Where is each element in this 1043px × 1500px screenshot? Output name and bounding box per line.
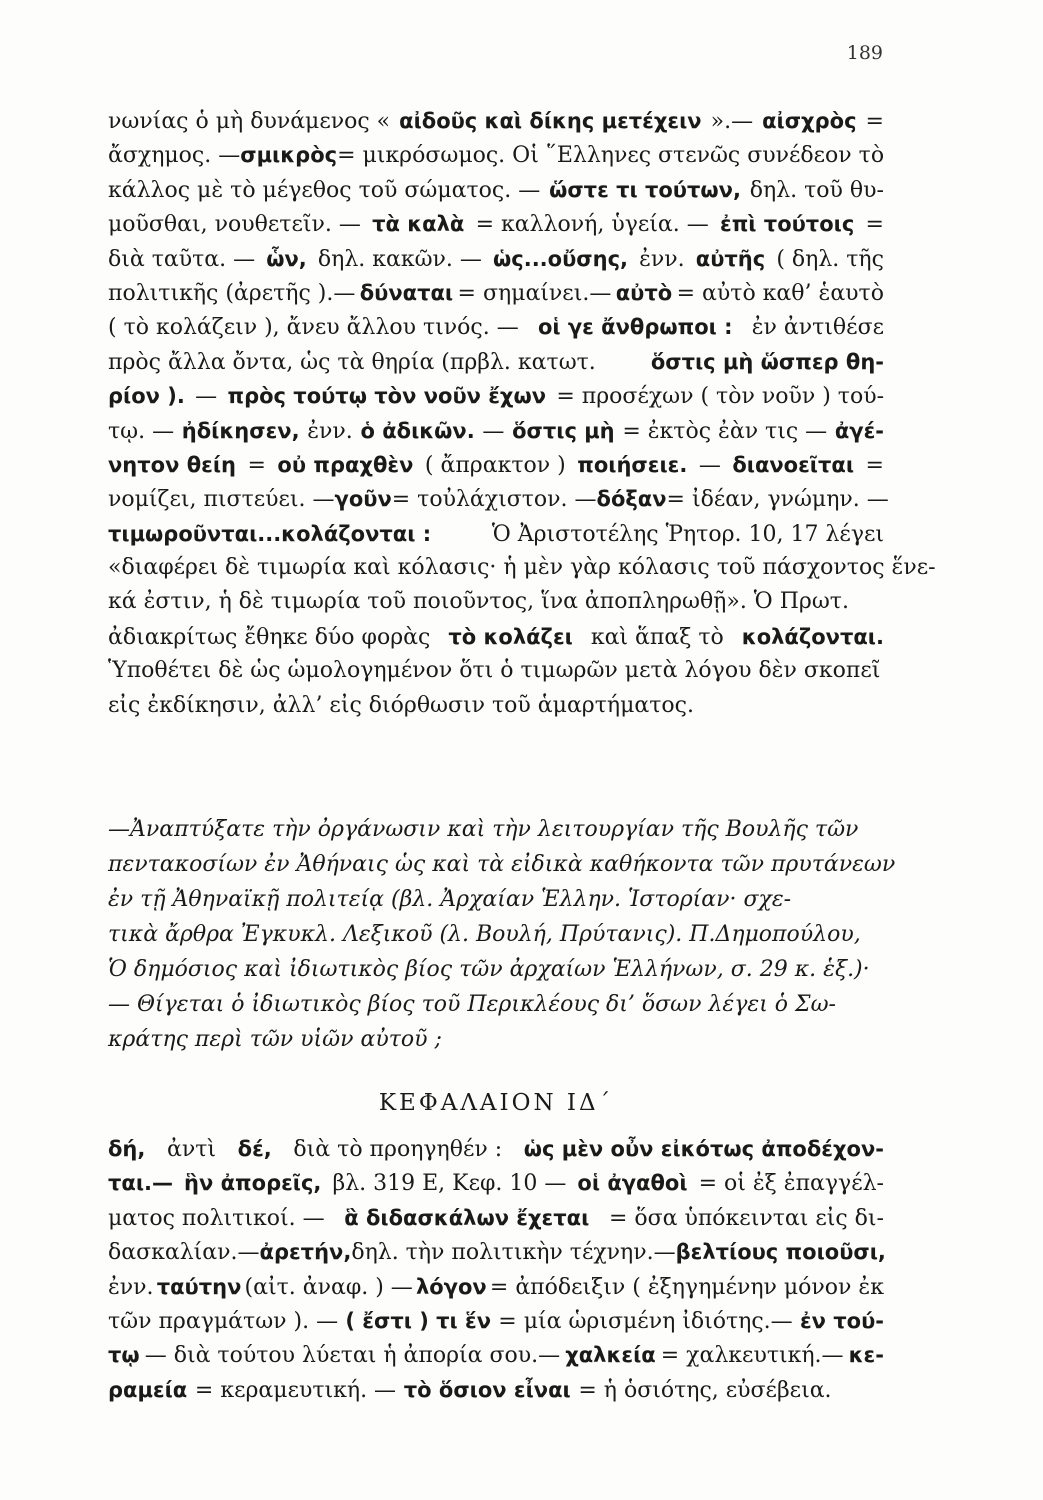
text-segment: δηλ. κακῶν. — bbox=[317, 246, 482, 272]
text-segment: = αὐτὸ καθ’ ἑαυτὸ bbox=[676, 280, 884, 306]
text-segment: πολιτικῆς (ἀρετῆς ).— bbox=[108, 280, 356, 306]
text-line bbox=[108, 517, 884, 551]
text-segment: — bbox=[195, 384, 218, 410]
text-line bbox=[108, 917, 884, 952]
text-line bbox=[108, 138, 884, 172]
commentary-paragraph bbox=[108, 104, 936, 723]
lemma: αἰδοῦς καὶ δίκης μετέχειν bbox=[399, 109, 702, 133]
lemma: ὡς...οὔσης, bbox=[493, 246, 629, 271]
chapter-heading: ΚΕΦΑΛΑΙΟΝ ΙΔ΄ bbox=[378, 1090, 614, 1116]
text-segment: ( ἄπρακτον ) bbox=[424, 452, 566, 478]
lemma: ταύτην bbox=[156, 1274, 242, 1299]
text-segment: ἐνν. bbox=[639, 246, 685, 272]
lemma: ὥστε τι τούτων, bbox=[549, 177, 741, 202]
text-line bbox=[108, 952, 884, 987]
text-segment: ( δηλ. τῆς bbox=[776, 246, 884, 272]
lemma: ἃ διδασκάλων ἔχεται bbox=[344, 1205, 590, 1230]
text-line bbox=[108, 551, 936, 585]
text-line bbox=[108, 1201, 884, 1235]
lemma: ρίον ). bbox=[108, 384, 185, 409]
lemma: σμικρὸς bbox=[240, 143, 338, 168]
lemma: γοῦν bbox=[334, 487, 392, 512]
text-segment: ( τὸ κολάζειν ), ἄνευ ἄλλου τινός. — bbox=[108, 315, 519, 341]
lemma: νητον θείη bbox=[108, 452, 236, 477]
text-segment: νομίζει, πιστεύει. — bbox=[108, 487, 335, 513]
text-segment: = ἀπόδειξιν ( ἐξηγημένην μόνον ἐκ bbox=[489, 1274, 884, 1300]
text-line bbox=[108, 276, 884, 310]
lemma: ἀρετήν, bbox=[259, 1240, 352, 1265]
text-line bbox=[108, 987, 884, 1022]
text-segment: διὰ ταῦτα. — bbox=[108, 246, 256, 272]
lemma: βελτίους ποιοῦσι, bbox=[675, 1240, 886, 1265]
text-segment: ἐνν. bbox=[307, 418, 353, 444]
text-line bbox=[108, 173, 884, 207]
text-line bbox=[108, 847, 896, 882]
text-segment: κάλλος μὲ τὸ μέγεθος τοῦ σώματος. — bbox=[108, 177, 541, 203]
lemma: ὡς μὲν οὖν εἰκότως ἀποδέχον- bbox=[523, 1137, 884, 1161]
lemma: ἐν τού- bbox=[799, 1308, 884, 1333]
text-line bbox=[108, 379, 884, 413]
text-segment: νωνίας ὁ μὴ δυνάμενος « bbox=[108, 109, 391, 134]
text-segment: ἐν τῇ Ἀθηναϊκῇ πολιτείᾳ (βλ. Ἀρχαίαν Ἑλλην. Ἱστορίαν· σχε- bbox=[108, 887, 792, 912]
text-line bbox=[108, 1132, 884, 1166]
text-line bbox=[108, 1166, 884, 1200]
text-segment: μοῦσθαι, νουθετεῖν. — bbox=[108, 212, 361, 238]
text-line bbox=[108, 1373, 884, 1407]
text-segment: δηλ. τοῦ θυ- bbox=[749, 177, 884, 203]
lemma: ὅστις μὴ ὥσπερ θη- bbox=[650, 349, 884, 374]
lemma: λόγον bbox=[415, 1274, 487, 1299]
lemma: αἰσχρὸς bbox=[762, 109, 857, 133]
text-segment: = ἡ ὁσιότης, εὐσέβεια. bbox=[578, 1377, 832, 1403]
text-line bbox=[108, 1235, 884, 1269]
text-line bbox=[108, 1304, 884, 1338]
text-segment: βλ. 319 Ε, Κεφ. 10 — bbox=[332, 1171, 567, 1197]
page-number: 189 bbox=[846, 42, 883, 64]
text-line bbox=[108, 882, 884, 917]
text-segment: κράτης περὶ τῶν υἱῶν αὐτοῦ ; bbox=[108, 1027, 442, 1052]
text-line bbox=[108, 654, 884, 688]
text-line bbox=[108, 310, 884, 344]
text-segment: καὶ ἅπαξ τὸ bbox=[590, 624, 724, 650]
text-segment: ἀντὶ bbox=[167, 1137, 217, 1162]
text-segment: Ὑποθέτει δὲ ὡς ὡμολογημένον ὅτι ὁ τιμωρῶν μετὰ λόγου δὲν σκοπεῖ bbox=[108, 658, 881, 684]
text-segment: διὰ τὸ προηγηθέν : bbox=[293, 1137, 503, 1162]
lemma: αὐτὸ bbox=[615, 280, 673, 305]
text-segment: ἐν ἀντιθέσε bbox=[751, 315, 884, 341]
text-segment: = ἰδέαν, γνώμην. — bbox=[666, 487, 889, 513]
text-line bbox=[108, 620, 884, 654]
text-segment: τῶν πραγμάτων ). — bbox=[108, 1308, 339, 1334]
text-segment: = χαλκευτική.— bbox=[660, 1343, 844, 1369]
text-segment: = καλλονή, ὑγεία. — bbox=[475, 212, 709, 238]
text-segment: = τοὐλάχιστον. — bbox=[391, 487, 597, 513]
text-segment: ἐνν. bbox=[108, 1274, 154, 1300]
lemma: ἐπὶ τούτοις bbox=[720, 212, 855, 237]
text-segment: = ἐκτὸς ἐὰν τις — bbox=[622, 418, 828, 444]
lemma: διανοεῖται bbox=[732, 452, 854, 477]
lemma: ὁ ἀδικῶν. bbox=[360, 418, 475, 443]
text-segment: «διαφέρει δὲ τιμωρία καὶ κόλασις· ἡ μὲν γὰρ κόλασις τοῦ πάσχοντος ἕνε- bbox=[108, 555, 936, 581]
text-segment: ».— bbox=[710, 109, 754, 134]
text-line bbox=[108, 345, 884, 379]
text-line bbox=[108, 812, 884, 847]
text-segment: πεντακοσίων ἐν Ἀθήναις ὡς καὶ τὰ εἰδικὰ καθήκοντα τῶν πρυτάνεων bbox=[108, 852, 896, 877]
lemma: χαλκεία bbox=[565, 1343, 656, 1368]
text-segment: ματος πολιτικοί. — bbox=[108, 1205, 325, 1231]
text-segment: —Ἀναπτύξατε τὴν ὀργάνωσιν καὶ τὴν λειτουργίαν τῆς Βουλῆς τῶν bbox=[108, 817, 859, 842]
lemma: ται.— bbox=[108, 1171, 173, 1196]
text-line bbox=[108, 1338, 884, 1372]
text-segment: = bbox=[247, 452, 266, 478]
lemma: κολάζονται. bbox=[741, 624, 884, 649]
text-segment: = bbox=[865, 452, 884, 478]
text-segment: = ὅσα ὑπόκεινται εἰς δι- bbox=[608, 1205, 884, 1231]
text-segment: — bbox=[698, 452, 721, 478]
lemma: ἀγέ- bbox=[834, 418, 884, 443]
lemma: ἠδίκησεν, bbox=[181, 418, 300, 443]
text-line bbox=[108, 414, 884, 448]
lemma: ὧν, bbox=[266, 246, 307, 271]
text-segment: δηλ. τὴν πολιτικὴν τέχνην.— bbox=[351, 1240, 676, 1266]
text-segment: — bbox=[482, 418, 505, 444]
text-line bbox=[108, 448, 884, 482]
lemma: οἱ γε ἄνθρωποι : bbox=[537, 315, 733, 340]
text-segment: τῳ. — bbox=[108, 418, 175, 444]
lemma: πρὸς τούτῳ τὸν νοῦν ἔχων bbox=[227, 384, 547, 409]
text-line bbox=[108, 585, 884, 619]
lemma: κε- bbox=[848, 1343, 884, 1368]
lemma: οἱ ἀγαθοὶ bbox=[577, 1171, 688, 1196]
text-segment: Ὁ Ἀριστοτέλης Ῥητορ. 10, 17 λέγει bbox=[491, 521, 884, 547]
lemma: τιμωροῦνται...κολάζονται : bbox=[108, 521, 432, 546]
chapter-notes-paragraph bbox=[108, 1132, 884, 1407]
questions-paragraph bbox=[108, 812, 896, 1057]
lemma: ( ἔστι ) τι ἕν bbox=[345, 1308, 492, 1333]
text-segment: = σημαίνει.— bbox=[457, 280, 612, 306]
text-segment: τικὰ ἄρθρα Ἐγκυκλ. Λεξικοῦ (λ. Βουλή, Πρύτανις). Π.Δημοπούλου, bbox=[108, 922, 861, 947]
text-segment: κά ἐστιν, ἡ δὲ τιμωρία τοῦ ποιοῦντος, ἵνα ἀποπληρωθῇ». Ὁ Πρωτ. bbox=[108, 589, 849, 615]
text-line bbox=[108, 207, 884, 241]
text-segment: = bbox=[865, 109, 884, 134]
text-segment: δασκαλίαν.— bbox=[108, 1240, 260, 1266]
text-segment: — Θίγεται ὁ ἰδιωτικὸς βίος τοῦ Περικλέους δι’ ὅσων λέγει ὁ Σω- bbox=[108, 992, 836, 1017]
text-line bbox=[108, 242, 884, 276]
text-segment: = κεραμευτική. — bbox=[194, 1377, 397, 1403]
lemma: τὸ ὅσιον εἶναι bbox=[403, 1377, 571, 1402]
text-segment: — διὰ τούτου λύεται ἡ ἀπορία σου.— bbox=[144, 1343, 561, 1369]
text-segment: ἀδιακρίτως ἔθηκε δύο φορὰς bbox=[108, 624, 431, 650]
text-segment: Ὁ δημόσιος καὶ ἰδιωτικὸς βίος τῶν ἀρχαίων Ἑλλήνων, σ. 29 κ. ἑξ.)· bbox=[108, 957, 870, 982]
text-segment: = μία ὡρισμένη ἰδιότης.— bbox=[498, 1308, 793, 1334]
text-segment: (αἰτ. ἀναφ. ) — bbox=[244, 1274, 413, 1300]
text-line bbox=[108, 104, 884, 138]
lemma: ὅστις μὴ bbox=[512, 418, 615, 443]
lemma: δέ, bbox=[237, 1137, 272, 1161]
text-segment: εἰς ἐκδίκησιν, ἀλλ’ εἰς διόρθωσιν τοῦ ἁμαρτήματος. bbox=[108, 692, 694, 718]
lemma: ἣν ἀπορεῖς, bbox=[184, 1171, 322, 1196]
text-line bbox=[108, 1270, 884, 1304]
text-line bbox=[108, 1022, 884, 1057]
lemma: δή, bbox=[108, 1137, 146, 1161]
lemma: δόξαν bbox=[596, 487, 667, 512]
lemma: τῳ bbox=[108, 1343, 140, 1368]
text-segment: πρὸς ἄλλα ὄντα, ὡς τὰ θηρία (πρβλ. κατωτ. bbox=[108, 349, 596, 375]
lemma: οὐ πραχθὲν bbox=[277, 452, 414, 477]
text-line bbox=[108, 482, 889, 516]
lemma: ποιήσειε. bbox=[577, 452, 688, 477]
lemma: τὰ καλὰ bbox=[372, 212, 465, 237]
lemma: ραμεία bbox=[108, 1377, 188, 1402]
text-segment: = οἱ ἐξ ἐπαγγέλ- bbox=[698, 1171, 884, 1197]
lemma: αὐτῆς bbox=[695, 246, 766, 271]
text-segment: ἄσχημος. — bbox=[108, 143, 241, 169]
lemma: δύναται bbox=[359, 280, 454, 305]
text-segment: = μικρόσωμος. Οἱ ῞Ελληνες στενῶς συνέδεον τὸ bbox=[337, 143, 885, 169]
lemma: τὸ κολάζει bbox=[448, 624, 573, 649]
text-line bbox=[108, 689, 884, 723]
text-segment: = bbox=[865, 212, 884, 238]
text-segment: = προσέχων ( τὸν νοῦν ) τού- bbox=[556, 384, 884, 410]
